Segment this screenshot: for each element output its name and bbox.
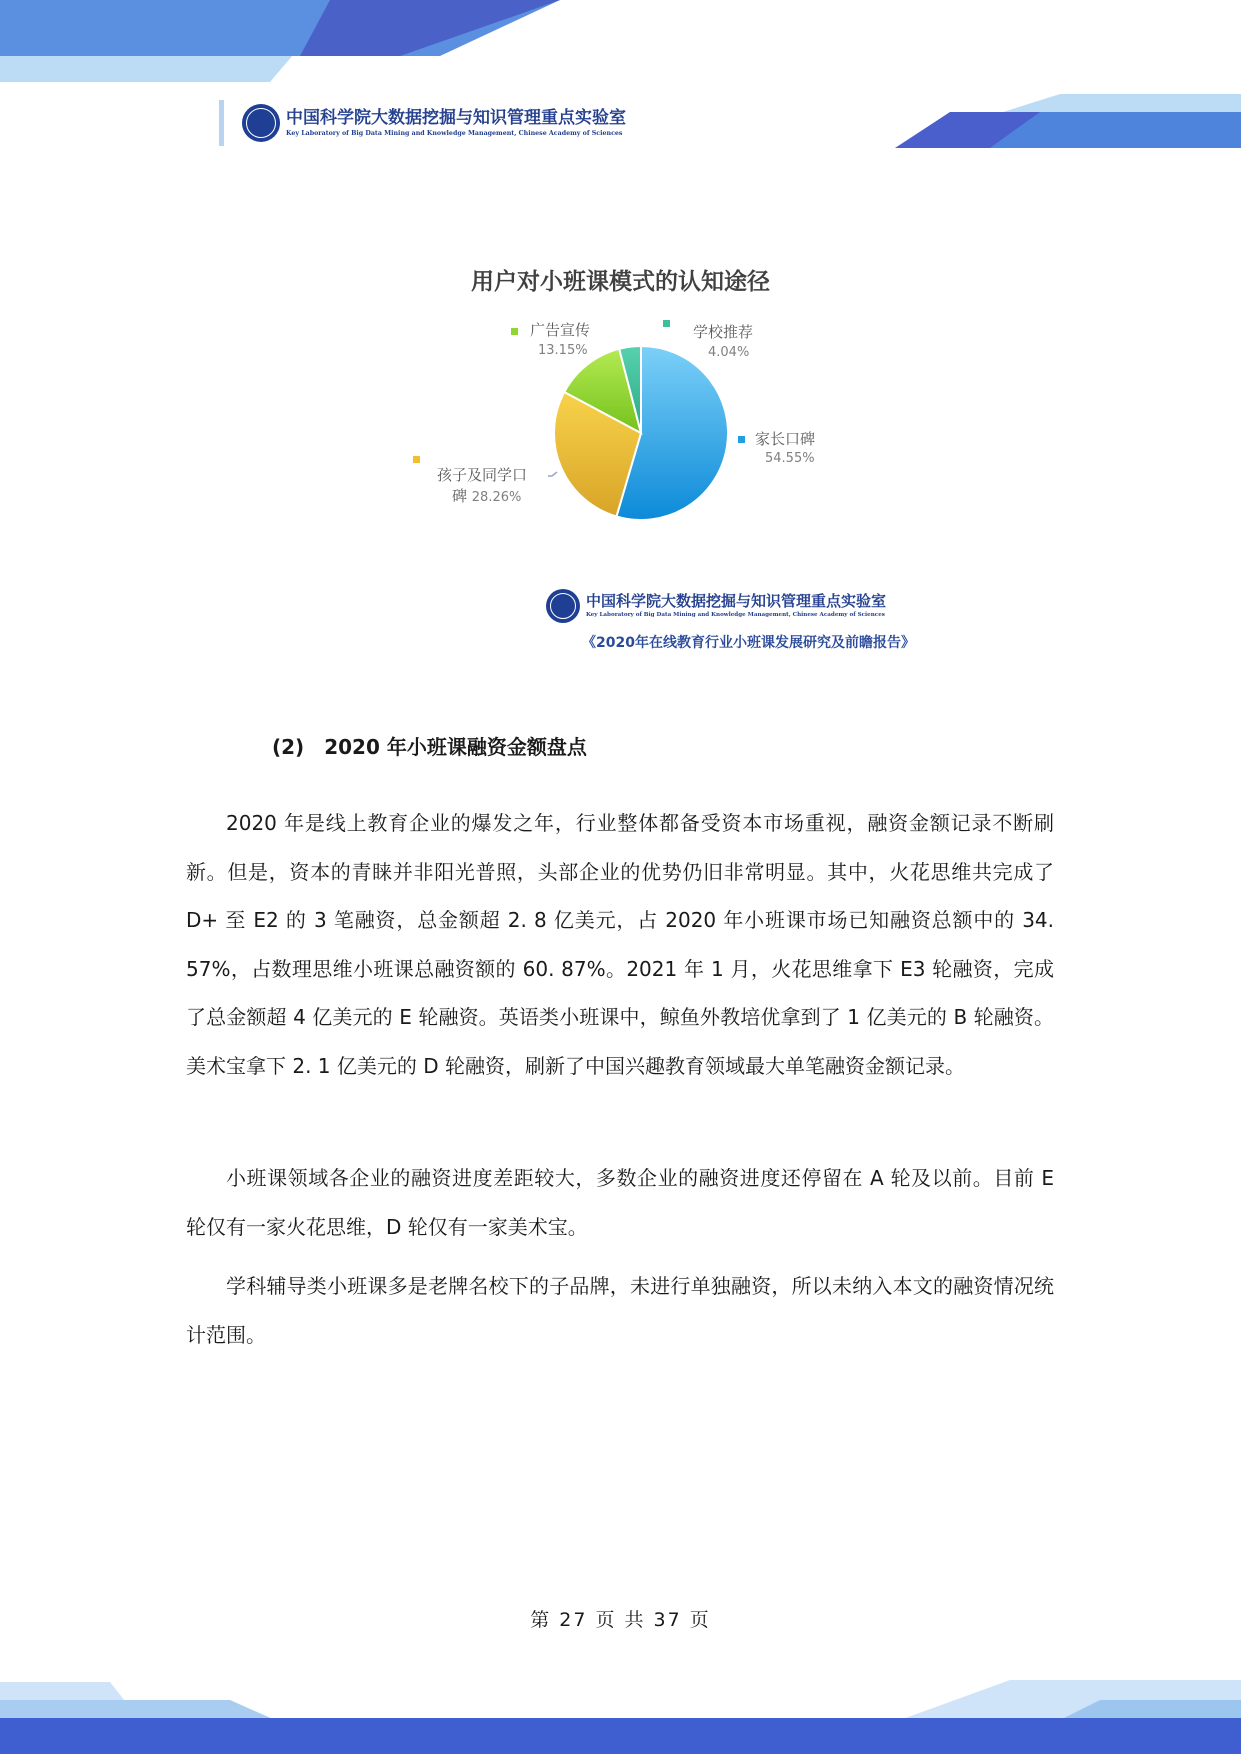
legend-kids-line1: 孩子及同学口	[437, 466, 528, 484]
lab-name-cn: 中国科学院大数据挖掘与知识管理重点实验室	[286, 108, 626, 128]
paragraph-1: 2020 年是线上教育企业的爆发之年，行业整体都备受资本市场重视，融资金额记录不断刷新。但是，资本的青睐并非阳光普照，头部企业的优势仍旧非常明显。其中，火花思维共完成了 D+ 至 E2 的 3 笔融资，总金额超 2. 8 亿美元，占 2020 年小班课市场已知融资总额中的 34. 57%，占数理思维小班课总融资额的 60. 87%。2021 年 1 月，火花思维拿下 E3 轮融资，完成了总金额超 4 亿美元的 E 轮融资。英语类小班课中，鲸鱼外教培优拿到了 1 亿美元的 B 轮融资。美术宝拿下 2. 1 亿美元的 D 轮融资，刷新了中国兴趣教育领域最大单笔融资金额记录。	[186, 811, 1054, 1078]
lab-name-en: Key Laboratory of Big Data Mining and Knowledge Management, Chinese Academy of Sciences	[286, 130, 623, 137]
legend-ad-label: 广告宣传	[530, 321, 591, 339]
cas-seal-icon	[546, 589, 580, 623]
legend-marker-kids	[413, 456, 420, 463]
legend-parents-pct: 54.55%	[765, 451, 815, 466]
legend-kids-line2	[452, 487, 521, 507]
bottom-banner	[0, 1660, 1241, 1754]
section-heading: (2) 2020 年小班课融资金额盘点	[272, 735, 587, 759]
leader-line	[548, 472, 557, 476]
watermark-lab-name-cn: 中国科学院大数据挖掘与知识管理重点实验室	[586, 592, 887, 610]
watermark-lab-name-en: Key Laboratory of Big Data Mining and Knowledge Management, Chinese Academy of Sciences	[586, 612, 885, 618]
legend-marker-school	[663, 320, 670, 327]
legend-ad-pct: 13.15%	[538, 343, 588, 358]
legend-marker-parents	[738, 436, 745, 443]
paragraph-2: 小班课领域各企业的融资进度差距较大，多数企业的融资进度还停留在 A 轮及以前。目前 E 轮仅有一家火花思维，D 轮仅有一家美术宝。	[186, 1166, 1054, 1239]
legend-school-pct: 4.04%	[708, 345, 750, 360]
chart-watermark-logo	[546, 589, 886, 623]
legend-parents-label: 家长口碑	[755, 430, 816, 448]
legend-school-label: 学校推荐	[693, 323, 754, 341]
page-number: 第 27 页 共 37 页	[530, 1609, 711, 1631]
legend-ad	[530, 321, 590, 340]
legend-kids-pct: 28.26%	[471, 490, 522, 505]
legend-marker-ad	[511, 328, 518, 335]
chart-title: 用户对小班课模式的认知途径	[471, 269, 770, 295]
pie-chart	[0, 0, 1241, 600]
paragraph-3: 学科辅导类小班课多是老牌名校下的子品牌，未进行单独融资，所以未纳入本文的融资情况统计范围。	[186, 1274, 1054, 1347]
legend-kids-line2-prefix: 碑	[452, 487, 472, 505]
report-title: 《2020年在线教育行业小班课发展研究及前瞻报告》	[582, 635, 915, 651]
